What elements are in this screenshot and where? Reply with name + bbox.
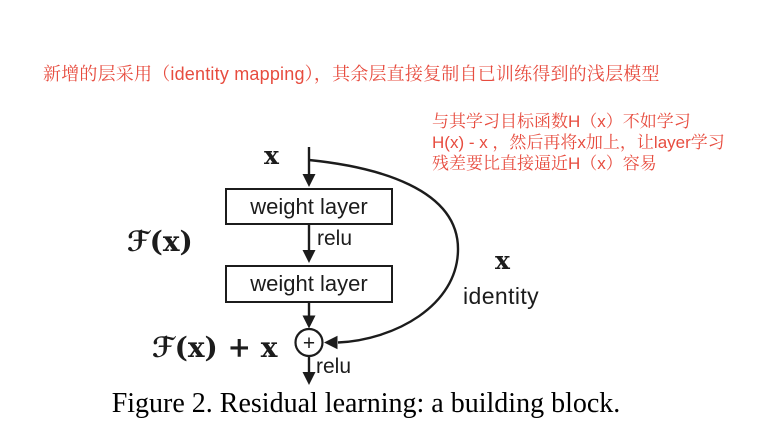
arrowhead-into-box1 <box>303 174 316 187</box>
sum-output-label: ℱ(x) + x <box>152 331 278 364</box>
relu-label-2: relu <box>316 355 352 378</box>
residual-function-label: ℱ(x) <box>127 225 193 258</box>
annotation-top: 新增的层采用（identity mapping），其余层直接复制自已训练得到的浅层模型 <box>43 64 660 84</box>
figure-caption: Figure 2. Residual learning: a building block. <box>111 388 621 419</box>
identity-x-label: x <box>495 246 510 275</box>
annotation-right-line-3: 残差要比直接逼近H（x）容易 <box>432 154 657 173</box>
identity-label: identity <box>463 283 540 309</box>
weight-layer-2-label: weight layer <box>250 271 368 296</box>
weight-layer-box-1 <box>225 188 393 225</box>
input-x-label: x <box>264 141 279 170</box>
arrowhead-into-box2 <box>303 250 316 263</box>
relu-label-1: relu <box>317 227 353 250</box>
arrowhead-output <box>303 372 316 385</box>
plus-symbol: + <box>302 332 316 355</box>
weight-layer-1-label: weight layer <box>250 193 368 219</box>
annotation-right-line-2: H(x) - x ，然后再将x加上，让layer学习 <box>432 133 725 152</box>
weight-layer-box-2 <box>225 265 393 303</box>
arrowhead-into-sum <box>303 316 316 329</box>
annotation-right-line-1: 与其学习目标函数H（x）不如学习 <box>432 112 691 131</box>
arrowhead-skip-into-sum <box>324 336 338 349</box>
